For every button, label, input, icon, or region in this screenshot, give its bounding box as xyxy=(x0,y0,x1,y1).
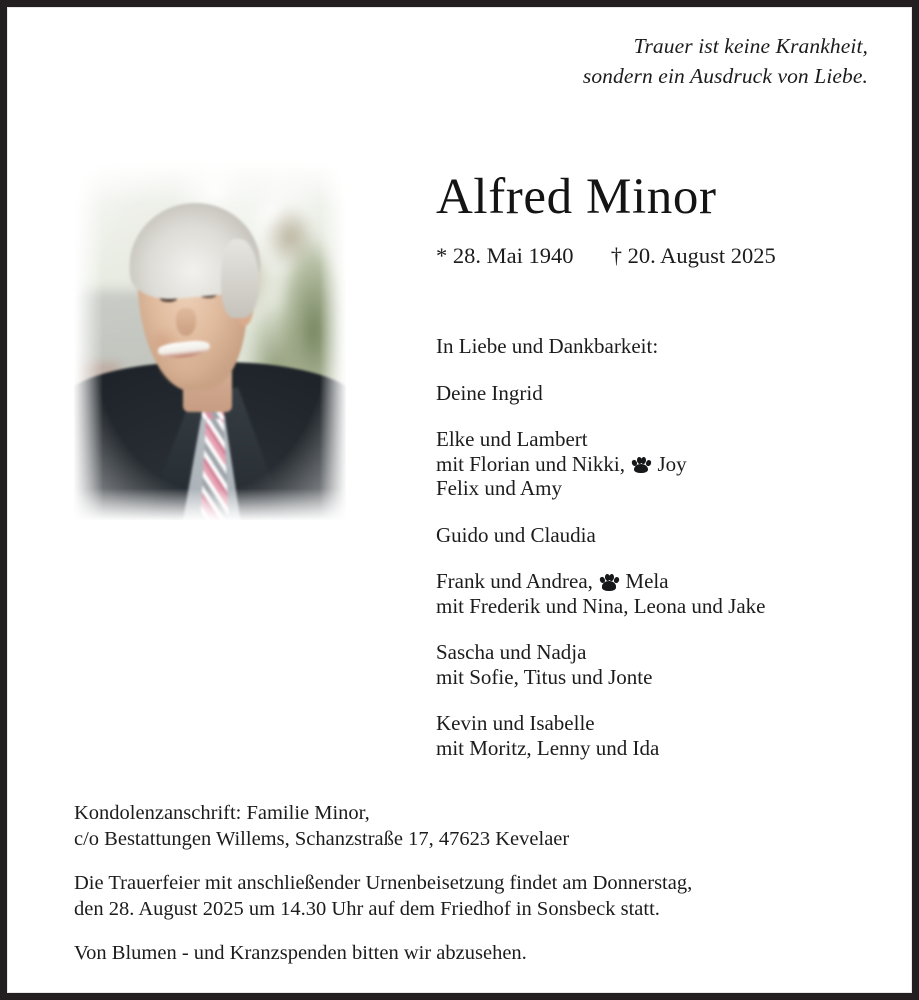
birth-date: 28. Mai 1940 xyxy=(452,243,574,268)
pet-name: Joy xyxy=(657,451,687,476)
family-line: Elke und Lambert xyxy=(436,427,588,451)
ceremony-line-1: Die Trauerfeier mit anschließender Urnenbeisetzung findet am Donnerstag, xyxy=(74,872,693,894)
motto-quote xyxy=(583,31,868,91)
family-line: Sascha und Nadja xyxy=(436,640,587,664)
family-line-text: mit Florian und Nikki, xyxy=(436,451,625,476)
obituary-card-inner xyxy=(7,7,912,993)
footer-block xyxy=(74,801,874,967)
portrait-photo xyxy=(74,160,346,520)
ceremony-details xyxy=(74,871,874,922)
deceased-dates xyxy=(436,243,866,269)
death-symbol: † xyxy=(610,243,622,268)
dedication-heading-block xyxy=(436,334,876,359)
paw-print-icon xyxy=(599,574,618,591)
birth-symbol: * xyxy=(436,243,448,268)
family-line: mit Moritz, Lenny und Ida xyxy=(436,735,660,760)
condolence-address xyxy=(74,801,874,852)
dedication-heading: In Liebe und Dankbarkeit: xyxy=(436,334,659,358)
ceremony-line-2: den 28. August 2025 um 14.30 Uhr auf dem Friedhof in Sonsbeck statt. xyxy=(74,897,660,920)
family-block-1 xyxy=(436,381,876,406)
family-block-2 xyxy=(436,427,876,501)
pet-name: Mela xyxy=(625,569,669,593)
motto-line-2: sondern ein Ausdruck von Liebe. xyxy=(582,64,868,88)
flowers-line: Von Blumen - und Kranzspenden bitten wir abzusehen. xyxy=(74,942,527,964)
deceased-block xyxy=(436,168,866,269)
condolence-line-1: Kondolenzanschrift: Familie Minor, xyxy=(74,802,370,824)
family-line-with-pet xyxy=(436,452,876,477)
family-line-with-pet xyxy=(436,569,876,594)
family-block-6 xyxy=(436,711,876,760)
family-line: mit Frederik und Nina, Leona und Jake xyxy=(436,593,766,618)
family-block-5 xyxy=(436,640,876,689)
portrait-photo-image xyxy=(74,160,346,520)
condolence-line-2: c/o Bestattungen Willems, Schanzstraße 17, 47623 Kevelaer xyxy=(74,827,570,850)
flowers-note xyxy=(74,941,874,967)
deceased-name: Alfred Minor xyxy=(436,169,717,225)
family-line: Kevin und Isabelle xyxy=(436,711,595,735)
family-block-4 xyxy=(436,569,876,618)
dedication-block xyxy=(436,334,876,760)
family-line: Felix und Amy xyxy=(436,476,563,500)
family-line: mit Sofie, Titus und Jonte xyxy=(436,664,653,689)
death-date: 20. August 2025 xyxy=(627,243,776,268)
photo-softness-overlay xyxy=(74,160,346,520)
family-block-3 xyxy=(436,523,876,548)
family-line: Deine Ingrid xyxy=(436,380,543,405)
paw-print-icon xyxy=(631,457,650,474)
family-line-text: Frank und Andrea, xyxy=(436,569,593,593)
motto-line-1: Trauer ist keine Krankheit, xyxy=(633,34,868,58)
family-line: Guido und Claudia xyxy=(436,522,596,547)
